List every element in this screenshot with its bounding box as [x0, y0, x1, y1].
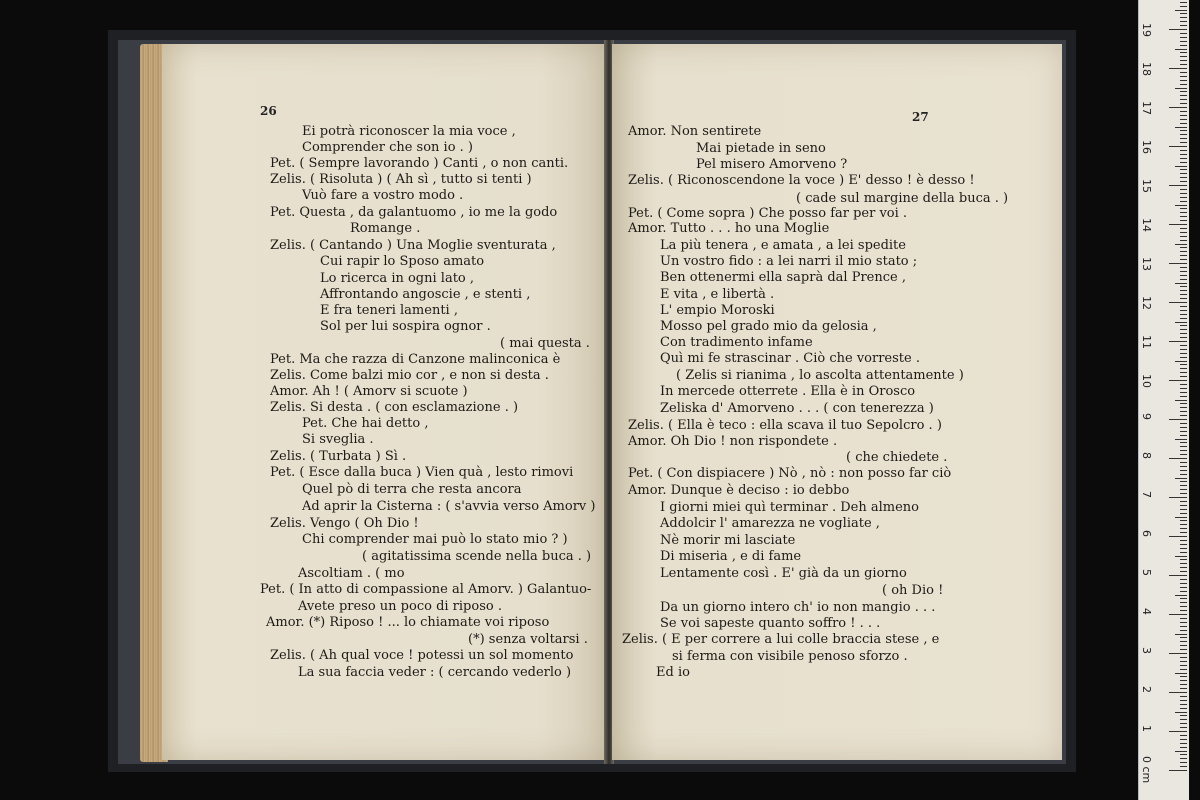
right-page	[612, 44, 1062, 760]
ruler-tick	[1180, 99, 1187, 100]
ruler-tick	[1180, 661, 1187, 662]
right-page-text-line: Da un giorno intero ch' io non mangio . . .	[660, 600, 936, 615]
ruler-tick	[1180, 735, 1187, 736]
left-page-text-line: Zelis. Come balzi mio cor , e non si desta .	[270, 368, 549, 383]
ruler-tick	[1180, 212, 1187, 213]
left-page-text-line: Zelis. ( Risoluta ) ( Ah sì , tutto si tenti )	[270, 172, 532, 187]
ruler-tick	[1180, 259, 1187, 260]
ruler-tick	[1180, 337, 1187, 338]
ruler-tick	[1180, 403, 1187, 404]
ruler-tick	[1180, 489, 1187, 490]
ruler-tick	[1180, 743, 1187, 744]
ruler-tick	[1169, 575, 1187, 576]
right-page-text-line: Di miseria , e di fame	[660, 549, 802, 564]
left-page-text-line: Ascoltiam . ( mo	[298, 566, 405, 581]
ruler-tick	[1180, 333, 1187, 334]
ruler-tick	[1175, 517, 1187, 518]
left-page-text-line: Zelis. ( Turbata ) Sì .	[270, 449, 407, 464]
ruler-tick	[1175, 751, 1187, 752]
ruler-tick	[1180, 610, 1187, 611]
ruler-number: 12	[1140, 296, 1153, 310]
ruler-tick	[1169, 731, 1187, 732]
ruler-tick	[1180, 294, 1187, 295]
ruler-tick	[1180, 637, 1187, 638]
left-page-text-line: Pet. ( Sempre lavorando ) Canti , o non canti.	[270, 156, 569, 171]
ruler-tick	[1180, 388, 1187, 389]
ruler-tick	[1180, 193, 1187, 194]
ruler-tick	[1180, 435, 1187, 436]
ruler-tick	[1180, 622, 1187, 623]
ruler-tick	[1169, 614, 1187, 615]
ruler-tick	[1175, 712, 1187, 713]
ruler-tick	[1180, 329, 1187, 330]
left-page-text-line: Si sveglia .	[302, 432, 374, 447]
ruler-tick	[1175, 166, 1187, 167]
ruler-tick	[1180, 123, 1187, 124]
left-page-text-line: ( agitatissima scende nella buca . )	[362, 549, 592, 564]
ruler-tick	[1169, 146, 1187, 147]
ruler-number: 8	[1140, 452, 1153, 459]
ruler-number: 11	[1140, 335, 1153, 349]
ruler-tick	[1180, 154, 1187, 155]
ruler-tick	[1180, 528, 1187, 529]
right-page-text-line: Lentamente così . E' già da un giorno	[660, 566, 907, 581]
ruler-tick	[1180, 37, 1187, 38]
ruler-tick	[1180, 6, 1187, 7]
ruler-number: 6	[1140, 530, 1153, 537]
right-page-text-line: Amor. Oh Dio ! non rispondete .	[628, 434, 838, 449]
right-page-text-line: ( Zelis si rianima , lo ascolta attentamente )	[676, 368, 964, 383]
ruler-tick	[1180, 306, 1187, 307]
left-page-text-line: Ad aprir la Cisterna : ( s'avvia verso Amorv )	[302, 499, 596, 514]
ruler-tick	[1180, 415, 1187, 416]
ruler-tick	[1180, 298, 1187, 299]
ruler-tick	[1175, 88, 1187, 89]
ruler-number: 1	[1140, 725, 1153, 732]
ruler-tick	[1180, 571, 1187, 572]
ruler-tick	[1180, 228, 1187, 229]
ruler-tick	[1180, 169, 1187, 170]
ruler-tick	[1175, 49, 1187, 50]
right-page-text-line: Zelis. ( E per correre a lui colle braccia stese , e	[622, 632, 940, 647]
ruler-tick	[1180, 754, 1187, 755]
ruler-tick	[1175, 439, 1187, 440]
ruler-tick	[1180, 33, 1187, 34]
right-page-text-line: Se voi sapeste quanto soffro ! . . .	[660, 616, 881, 631]
ruler-tick	[1180, 130, 1187, 131]
ruler-tick	[1180, 142, 1187, 143]
ruler-tick	[1180, 552, 1187, 553]
ruler-tick	[1180, 630, 1187, 631]
ruler-tick	[1169, 380, 1187, 381]
right-page-text-line: Pet. ( Con dispiacere ) Nò , nò : non posso far ciò	[628, 466, 952, 481]
ruler-tick	[1169, 185, 1187, 186]
right-page-text-line: Pet. ( Come sopra ) Che posso far per voi .	[628, 206, 908, 221]
left-page-text-line: ( mai questa .	[500, 336, 590, 351]
ruler-tick	[1180, 396, 1187, 397]
ruler-tick	[1180, 177, 1187, 178]
ruler-number: 19	[1140, 23, 1153, 37]
left-page-text-line: Avete preso un poco di riposo .	[298, 599, 502, 614]
ruler-tick	[1180, 548, 1187, 549]
ruler-tick	[1180, 119, 1187, 120]
left-page-text-line: Pet. Che hai detto ,	[302, 416, 429, 431]
ruler-tick	[1180, 513, 1187, 514]
ruler-tick	[1180, 232, 1187, 233]
ruler-tick	[1180, 641, 1187, 642]
ruler-number: 14	[1140, 218, 1153, 232]
ruler-tick	[1175, 556, 1187, 557]
ruler-tick	[1180, 357, 1187, 358]
ruler-tick	[1180, 318, 1187, 319]
left-page-text-line: Amor. Ah ! ( Amorv si scuote )	[270, 384, 468, 399]
ruler-tick	[1180, 431, 1187, 432]
left-page-text-line: Zelis. Si desta . ( con esclamazione . )	[270, 400, 519, 415]
ruler-tick	[1180, 162, 1187, 163]
right-page-number: 27	[912, 110, 929, 124]
ruler-tick	[1180, 255, 1187, 256]
ruler-tick	[1180, 181, 1187, 182]
ruler-tick	[1180, 13, 1187, 14]
ruler-tick	[1180, 532, 1187, 533]
right-page-text-line: L' empio Moroski	[660, 303, 775, 318]
ruler-tick	[1180, 134, 1187, 135]
ruler-tick	[1180, 236, 1187, 237]
left-page-text-line: Pet. Ma che razza di Canzone malinconica è	[270, 352, 561, 367]
ruler-tick	[1180, 606, 1187, 607]
right-page-text-line: ( cade sul margine della buca . )	[796, 191, 1009, 206]
ruler-tick	[1180, 485, 1187, 486]
ruler-tick	[1180, 2, 1187, 3]
ruler-tick	[1180, 520, 1187, 521]
ruler-tick	[1180, 583, 1187, 584]
ruler-tick	[1180, 115, 1187, 116]
left-page-number: 26	[260, 104, 277, 118]
right-page-text-line: Zelis. ( Ella è teco : ella scava il tuo Sepolcro . )	[628, 418, 942, 433]
ruler-tick	[1180, 314, 1187, 315]
ruler-tick	[1180, 739, 1187, 740]
ruler-tick	[1180, 173, 1187, 174]
ruler-tick	[1180, 275, 1187, 276]
ruler-tick	[1180, 345, 1187, 346]
ruler-tick	[1180, 470, 1187, 471]
ruler-tick	[1180, 72, 1187, 73]
right-page-text-line: Addolcir l' amarezza ne vogliate ,	[660, 516, 880, 531]
ruler-tick	[1180, 481, 1187, 482]
ruler-tick	[1180, 220, 1187, 221]
ruler-tick	[1180, 407, 1187, 408]
ruler-tick	[1180, 680, 1187, 681]
ruler-tick	[1180, 286, 1187, 287]
ruler-tick	[1180, 279, 1187, 280]
right-page-text-line: si ferma con visibile penoso sforzo .	[672, 649, 908, 664]
ruler-tick	[1180, 446, 1187, 447]
ruler-tick	[1180, 747, 1187, 748]
ruler-tick	[1169, 302, 1187, 303]
measuring-ruler	[1138, 0, 1189, 800]
ruler-tick	[1180, 758, 1187, 759]
ruler-tick	[1180, 52, 1187, 53]
ruler-tick	[1180, 474, 1187, 475]
ruler-tick	[1180, 708, 1187, 709]
left-page-text-line: Chi comprender mai può lo stato mio ? )	[302, 532, 568, 547]
ruler-tick	[1180, 76, 1187, 77]
ruler-tick	[1180, 509, 1187, 510]
left-page-text-line: Zelis. Vengo ( Oh Dio !	[270, 516, 419, 531]
ruler-tick	[1169, 536, 1187, 537]
ruler-tick	[1180, 700, 1187, 701]
right-page-text-line: Amor. Tutto . . . ho una Moglie	[628, 221, 830, 236]
ruler-tick	[1180, 454, 1187, 455]
ruler-tick	[1180, 579, 1187, 580]
ruler-number: 18	[1140, 62, 1153, 76]
ruler-tick	[1180, 727, 1187, 728]
ruler-tick	[1180, 540, 1187, 541]
right-page-text-line: Con tradimento infame	[660, 335, 813, 350]
ruler-tick	[1180, 493, 1187, 494]
ruler-tick	[1180, 719, 1187, 720]
ruler-tick	[1180, 364, 1187, 365]
left-page-text-line: Sol per lui sospira ognor .	[320, 319, 491, 334]
ruler-tick	[1169, 653, 1187, 654]
ruler-tick	[1180, 626, 1187, 627]
ruler-number: 7	[1140, 491, 1153, 498]
ruler-tick	[1180, 466, 1187, 467]
ruler-tick	[1180, 21, 1187, 22]
ruler-unit-label: 0 cm	[1140, 756, 1153, 784]
ruler-tick	[1180, 84, 1187, 85]
ruler-tick	[1180, 505, 1187, 506]
ruler-tick	[1180, 17, 1187, 18]
ruler-tick	[1169, 419, 1187, 420]
right-page-text-line: Amor. Non sentirete	[628, 124, 762, 139]
ruler-tick	[1180, 442, 1187, 443]
left-page-text-line: Pet. Questa , da galantuomo , io me la godo	[270, 205, 558, 220]
ruler-tick	[1175, 634, 1187, 635]
ruler-tick	[1180, 56, 1187, 57]
left-page-text-line: Romange .	[350, 221, 421, 236]
ruler-tick	[1175, 400, 1187, 401]
ruler-tick	[1180, 559, 1187, 560]
ruler-number: 16	[1140, 140, 1153, 154]
ruler-number: 5	[1140, 569, 1153, 576]
ruler-tick	[1180, 591, 1187, 592]
ruler-tick	[1180, 201, 1187, 202]
ruler-number: 13	[1140, 257, 1153, 271]
left-page-text-line: Pet. ( Esce dalla buca ) Vien quà , lesto rimovi	[270, 465, 574, 480]
ruler-tick	[1180, 462, 1187, 463]
ruler-tick	[1180, 60, 1187, 61]
ruler-tick	[1180, 766, 1187, 767]
ruler-tick	[1180, 41, 1187, 42]
ruler-tick	[1180, 688, 1187, 689]
right-page-text-line: E vita , e libertà .	[660, 287, 775, 302]
ruler-tick	[1169, 263, 1187, 264]
right-page-text-line: Amor. Dunque è deciso : io debbo	[628, 483, 850, 498]
ruler-tick	[1180, 427, 1187, 428]
ruler-tick	[1180, 91, 1187, 92]
right-page-text-line: Pel misero Amorveno ?	[696, 157, 848, 172]
ruler-tick	[1180, 669, 1187, 670]
ruler-tick	[1180, 618, 1187, 619]
ruler-tick	[1180, 138, 1187, 139]
ruler-tick	[1180, 251, 1187, 252]
ruler-tick	[1169, 341, 1187, 342]
ruler-tick	[1169, 692, 1187, 693]
ruler-tick	[1169, 29, 1187, 30]
ruler-tick	[1169, 68, 1187, 69]
ruler-tick	[1180, 567, 1187, 568]
right-page-text-line: Mosso pel grado mio da gelosia ,	[660, 319, 877, 334]
ruler-tick	[1180, 208, 1187, 209]
right-page-text-line: ( oh Dio !	[882, 583, 944, 598]
ruler-tick	[1180, 267, 1187, 268]
ruler-tick	[1180, 762, 1187, 763]
ruler-tick	[1180, 158, 1187, 159]
left-page-text-line: Ei potrà riconoscer la mia voce ,	[302, 124, 516, 139]
ruler-tick	[1180, 349, 1187, 350]
ruler-tick	[1180, 353, 1187, 354]
ruler-tick	[1180, 64, 1187, 65]
left-page-text-line: Comprender che son io . )	[302, 140, 473, 155]
ruler-tick	[1180, 80, 1187, 81]
ruler-tick	[1180, 392, 1187, 393]
left-page	[162, 44, 606, 760]
ruler-tick	[1180, 723, 1187, 724]
left-page-text-line: E fra teneri lamenti ,	[320, 303, 458, 318]
ruler-tick	[1180, 563, 1187, 564]
ruler-tick	[1180, 310, 1187, 311]
right-page-text-line: Zelis. ( Riconoscendone la voce ) E' desso ! è desso !	[628, 173, 975, 188]
ruler-tick	[1169, 224, 1187, 225]
left-page-text-line: Zelis. ( Ah qual voce ! potessi un sol momento	[270, 648, 574, 663]
ruler-tick	[1180, 696, 1187, 697]
ruler-number: 17	[1140, 101, 1153, 115]
ruler-tick	[1180, 665, 1187, 666]
ruler-tick	[1180, 189, 1187, 190]
ruler-tick	[1169, 458, 1187, 459]
ruler-tick	[1180, 247, 1187, 248]
left-page-text-line: La sua faccia veder : ( cercando vederlo )	[298, 665, 572, 680]
ruler-number: 10	[1140, 374, 1153, 388]
ruler-tick	[1180, 649, 1187, 650]
right-page-text-line: Ben ottenermi ella saprà dal Prence ,	[660, 270, 906, 285]
left-page-text-line: Vuò fare a vostro modo .	[302, 188, 464, 203]
ruler-tick	[1180, 684, 1187, 685]
right-page-text-line: Mai pietade in seno	[696, 141, 826, 156]
ruler-tick	[1180, 598, 1187, 599]
right-page-text-line: La più tenera , e amata , a lei spedite	[660, 238, 906, 253]
ruler-tick	[1175, 673, 1187, 674]
ruler-tick	[1180, 524, 1187, 525]
ruler-tick	[1180, 197, 1187, 198]
right-page-text-line: Ed io	[656, 665, 690, 680]
ruler-tick	[1175, 283, 1187, 284]
ruler-tick	[1169, 497, 1187, 498]
ruler-tick	[1180, 501, 1187, 502]
ruler-tick	[1180, 544, 1187, 545]
right-page-text-line: In mercede otterrete . Ella è in Orosco	[660, 384, 916, 399]
ruler-tick	[1180, 657, 1187, 658]
ruler-tick	[1180, 240, 1187, 241]
right-page-text-line: Quì mi fe strascinar . Ciò che vorreste .	[660, 351, 920, 366]
left-page-text-line: Lo ricerca in ogni lato ,	[320, 271, 475, 286]
left-page-text-line: Cui rapir lo Sposo amato	[320, 254, 485, 269]
ruler-tick	[1180, 602, 1187, 603]
ruler-tick	[1180, 372, 1187, 373]
ruler-tick	[1175, 10, 1187, 11]
ruler-tick	[1180, 384, 1187, 385]
ruler-tick	[1180, 95, 1187, 96]
ruler-tick	[1175, 244, 1187, 245]
left-page-text-line: Pet. ( In atto di compassione al Amorv. ) Galantuo-	[260, 582, 592, 597]
ruler-number: 9	[1140, 413, 1153, 420]
ruler-tick	[1180, 676, 1187, 677]
ruler-tick	[1175, 322, 1187, 323]
ruler-tick	[1175, 478, 1187, 479]
left-page-text-line: Affrontando angoscie , e stenti ,	[320, 287, 531, 302]
ruler-tick	[1180, 368, 1187, 369]
ruler-number: 2	[1140, 686, 1153, 693]
ruler-tick	[1180, 645, 1187, 646]
ruler-tick	[1180, 45, 1187, 46]
right-page-text-line: ( che chiedete .	[846, 450, 948, 465]
ruler-tick	[1180, 450, 1187, 451]
ruler-tick	[1180, 376, 1187, 377]
ruler-tick	[1180, 271, 1187, 272]
ruler-tick	[1180, 325, 1187, 326]
ruler-tick	[1175, 127, 1187, 128]
ruler-tick	[1180, 411, 1187, 412]
left-page-text-line: Zelis. ( Cantando ) Una Moglie sventurata ,	[270, 238, 556, 253]
left-page-text-line: (*) senza voltarsi .	[468, 632, 588, 647]
ruler-tick	[1175, 595, 1187, 596]
ruler-tick	[1175, 361, 1187, 362]
ruler-tick	[1169, 770, 1187, 771]
ruler-tick	[1180, 111, 1187, 112]
ruler-number: 15	[1140, 179, 1153, 193]
ruler-tick	[1180, 25, 1187, 26]
left-page-text-line: Quel pò di terra che resta ancora	[302, 482, 522, 497]
ruler-tick	[1180, 704, 1187, 705]
ruler-tick	[1180, 103, 1187, 104]
ruler-number: 4	[1140, 608, 1153, 615]
ruler-tick	[1175, 205, 1187, 206]
right-page-text-line: Un vostro fido : a lei narri il mio stato ;	[660, 254, 918, 269]
ruler-tick	[1180, 216, 1187, 217]
ruler-tick	[1180, 290, 1187, 291]
left-page-text-line: Amor. (*) Riposo ! ... lo chiamate voi riposo	[266, 615, 550, 630]
right-page-text-line: I giorni miei quì terminar . Deh almeno	[660, 500, 920, 515]
ruler-tick	[1180, 423, 1187, 424]
ruler-tick	[1180, 715, 1187, 716]
ruler-tick	[1180, 587, 1187, 588]
right-page-text-line: Nè morir mi lasciate	[660, 533, 796, 548]
ruler-tick	[1169, 107, 1187, 108]
ruler-number: 3	[1140, 647, 1153, 654]
right-page-text-line: Zeliska d' Amorveno . . . ( con tenerezza )	[660, 401, 934, 416]
ruler-tick	[1180, 150, 1187, 151]
